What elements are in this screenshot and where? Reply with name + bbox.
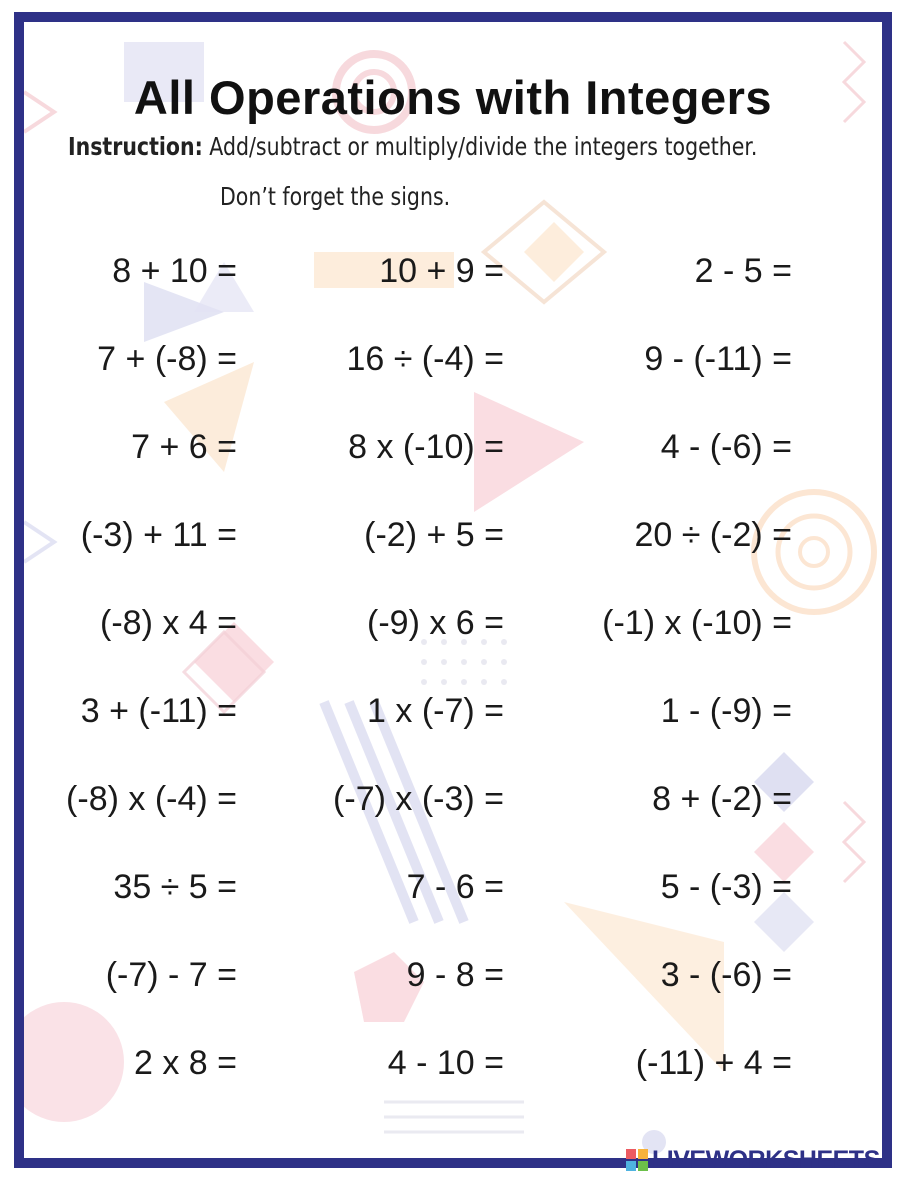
- problem-r2-c1: 7 + (-8) =: [97, 340, 237, 378]
- problem-r9-c2: 9 - 8 =: [406, 956, 504, 994]
- problem-r10-c1: 2 x 8 =: [133, 1044, 237, 1082]
- problem-r3-c2: 8 x (-10) =: [348, 428, 504, 466]
- problem-r5-c2: (-9) x 6 =: [367, 604, 504, 642]
- problem-r7-c3: 8 + (-2) =: [652, 780, 792, 818]
- problem-r4-c1: (-3) + 11 =: [80, 516, 237, 554]
- problem-r2-c2: 16 ÷ (-4) =: [346, 340, 504, 378]
- problem-r6-c2: 1 x (-7) =: [367, 692, 504, 730]
- problem-r1-c1: 8 + 10 =: [112, 252, 237, 290]
- problem-r2-c3: 9 - (-11) =: [644, 340, 792, 378]
- instruction-label: Instruction:: [68, 132, 203, 161]
- instruction-line-2: Don’t forget the signs.: [220, 182, 451, 211]
- problem-r6-c1: 3 + (-11) =: [80, 692, 237, 730]
- problem-r6-c3: 1 - (-9) =: [660, 692, 792, 730]
- problem-r8-c1: 35 ÷ 5 =: [113, 868, 237, 906]
- problem-r7-c1: (-8) x (-4) =: [66, 780, 237, 818]
- worksheet-title: All Operations with Integers: [133, 71, 773, 124]
- problem-r4-c3: 20 ÷ (-2) =: [634, 516, 792, 554]
- problem-r10-c3: (-11) + 4 =: [635, 1044, 792, 1082]
- problem-r5-c3: (-1) x (-10) =: [602, 604, 792, 642]
- instruction-text: Add/subtract or multiply/divide the integers together.: [209, 132, 758, 161]
- problem-r4-c2: (-2) + 5 =: [364, 516, 504, 554]
- worksheet-frame: [14, 12, 892, 1168]
- problem-r1-c3: 2 - 5 =: [694, 252, 792, 290]
- problem-r8-c2: 7 - 6 =: [406, 868, 504, 906]
- liveworksheets-logo: [626, 1146, 880, 1174]
- brand-name: LIVEWORKSHEETS: [652, 1145, 880, 1174]
- problem-r3-c3: 4 - (-6) =: [660, 428, 792, 466]
- problem-r9-c1: (-7) - 7 =: [105, 956, 237, 994]
- problem-r3-c1: 7 + 6 =: [131, 428, 237, 466]
- problem-r9-c3: 3 - (-6) =: [660, 956, 792, 994]
- problem-r1-c2: 10 + 9 =: [379, 252, 504, 290]
- liveworksheets-icon: [626, 1149, 648, 1171]
- problem-r10-c2: 4 - 10 =: [387, 1044, 504, 1082]
- instruction-line-1: [68, 132, 758, 161]
- problem-r5-c1: (-8) x 4 =: [100, 604, 237, 642]
- problem-r8-c3: 5 - (-3) =: [660, 868, 792, 906]
- problem-r7-c2: (-7) x (-3) =: [333, 780, 504, 818]
